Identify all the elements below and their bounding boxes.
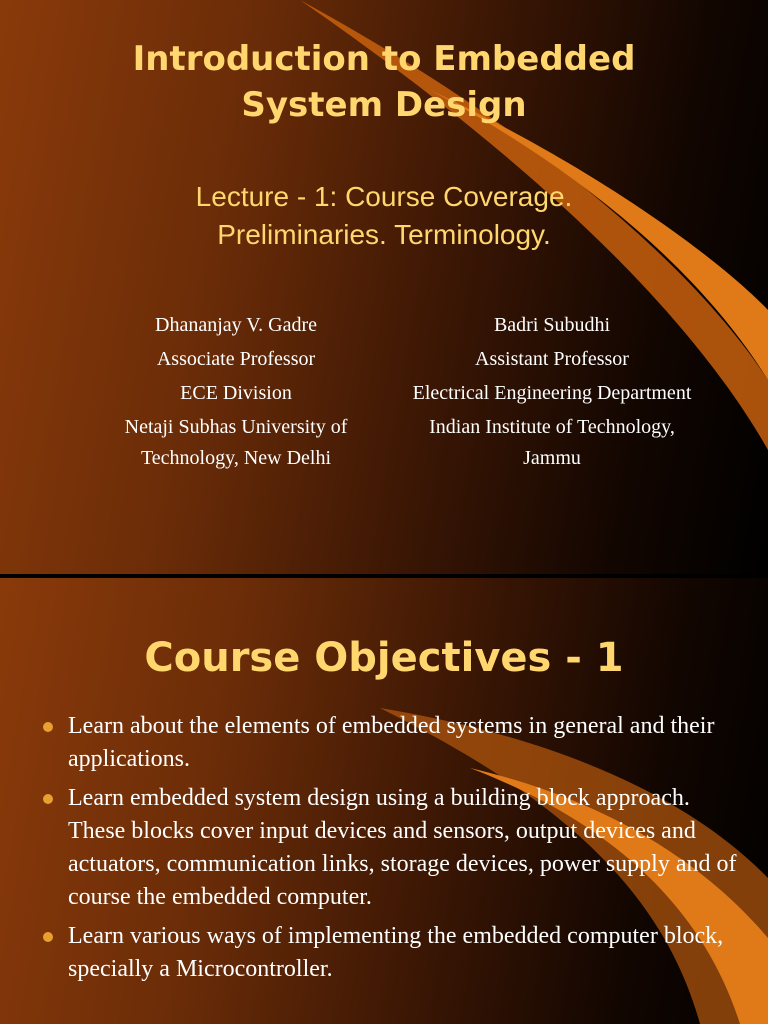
list-item <box>40 710 740 776</box>
list-item-text: Learn various ways of implementing the embedded computer block, specially a Microcontroller. <box>68 923 724 982</box>
list-item <box>40 782 740 914</box>
author-right-name: Badri Subudhi <box>493 314 611 336</box>
lecture-subtitle-line1: Lecture - 1: Course Coverage. <box>195 181 573 212</box>
bullet-icon <box>43 794 53 804</box>
slide-title: Course Objectives - 1 <box>144 635 624 681</box>
author-left-division: ECE Division <box>180 382 292 404</box>
lecture-subtitle-line2: Preliminaries. Terminology. <box>217 219 551 250</box>
author-left-institution-line2: Technology, New Delhi <box>140 447 332 469</box>
objectives-list <box>40 710 740 992</box>
author-right-institution-line2: Jammu <box>523 447 581 469</box>
author-left-position: Associate Professor <box>156 348 316 370</box>
author-right <box>378 308 726 473</box>
bullet-icon <box>43 932 53 942</box>
objectives-slide <box>0 578 768 1024</box>
author-right-division: Electrical Engineering Department <box>412 382 692 404</box>
list-item-text: Learn about the elements of embedded systems in general and their applications. <box>68 713 715 772</box>
author-left-institution-line1: Netaji Subhas University of <box>124 416 348 438</box>
slide-title-line1: Introduction to Embedded <box>132 39 636 79</box>
author-left-name: Dhananjay V. Gadre <box>155 314 317 336</box>
author-right-institution-line1: Indian Institute of Technology, <box>429 416 675 438</box>
bullet-icon <box>43 722 53 732</box>
slide-title-line2: System Design <box>241 85 527 125</box>
author-left <box>76 308 396 473</box>
list-item <box>40 920 740 986</box>
list-item-text: Learn embedded system design using a building block approach. These blocks cover input devices and sensors, output devices and actuators, communication links, storage devices, power supply and of course the embedded computer. <box>68 785 737 910</box>
author-right-position: Assistant Professor <box>475 348 629 370</box>
